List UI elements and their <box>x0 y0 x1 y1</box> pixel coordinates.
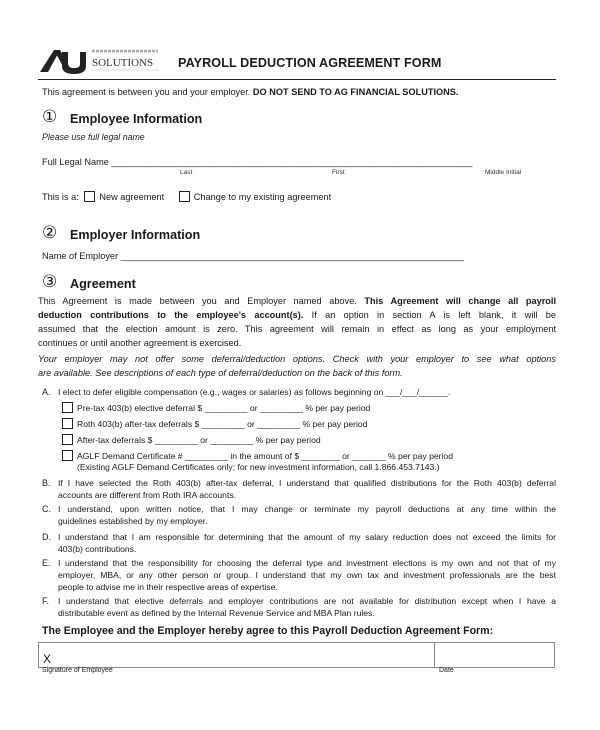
section-heading: Employer Information <box>70 228 201 242</box>
section-heading: Agreement <box>70 277 136 291</box>
clause-c-line: guidelines established by my employer. <box>58 516 208 526</box>
change-agreement-label: Change to my existing agreement <box>193 192 332 202</box>
clause-letter-f: F. <box>42 596 50 606</box>
full-legal-name-blank[interactable]: ___________________________________________________________________________ <box>111 157 473 167</box>
section-number-1: ① <box>42 107 58 126</box>
agreement-para-line: continues or until another agreement is exercised. <box>38 338 242 348</box>
agreement-para-line <box>38 310 556 320</box>
clause-d-line: 403(b) contributions. <box>58 544 137 554</box>
intro-text <box>42 87 458 97</box>
signature-label: Signature of Employee <box>42 667 113 674</box>
agreement-statement: The Employee and the Employer hereby agree to this Payroll Deduction Agreement Form: <box>42 625 494 637</box>
aglf-label: AGLF Demand Certificate # _________ in the amount of $ ________ or _______ % per pay period <box>77 451 453 461</box>
clause-f-line: I understand that elective deferrals and employer contributions are not available for distribution except when I have a <box>58 596 556 606</box>
clause-a-text: I elect to defer eligible compensation (e.g., wages or salaries) as follows beginning on ___/___/______. <box>58 387 451 397</box>
intro-plain: This agreement is between you and your employer. <box>42 87 253 97</box>
form-title: PAYROLL DEDUCTION AGREEMENT FORM <box>178 56 442 70</box>
clause-letter-c: C. <box>42 504 51 514</box>
company-logo <box>40 46 162 74</box>
section-employee-information <box>42 107 203 126</box>
change-agreement-checkbox[interactable] <box>179 191 190 202</box>
full-legal-name-label: Full Legal Name <box>42 157 109 167</box>
aftertax-checkbox[interactable] <box>62 434 73 445</box>
agreement-para-line: assumed that the election amount is zero. This agreement will remain in effect as long as your employment <box>38 324 556 334</box>
bold-text: This Agreement will change all payroll <box>364 296 556 306</box>
aglf-checkbox[interactable] <box>62 450 73 461</box>
clause-e-line: employer, MBA, or any other person or group. I understand that my own tax and investment professionals are the best <box>58 570 556 580</box>
aftertax-option[interactable] <box>62 434 321 445</box>
clause-e-line: people to advise me in their respective areas of expertise. <box>58 582 278 592</box>
clause-b-line: accounts are different from Roth IRA accounts. <box>58 490 237 500</box>
section-agreement <box>42 272 136 291</box>
employer-options-note: Your employer may not offer some deferral/deduction options. Check with your employer to see what options <box>38 354 556 364</box>
name-note: Please use full legal name <box>42 132 145 142</box>
employer-name-label: Name of Employer <box>42 251 119 261</box>
clause-letter-d: D. <box>42 532 51 542</box>
clause-letter-a: A. <box>42 387 51 397</box>
pretax-label: Pre-tax 403(b) elective deferral $ _________ or _________ % per pay period <box>77 403 371 413</box>
agreement-type-label: This is a: <box>42 192 79 202</box>
section-employer-information <box>42 223 201 242</box>
aftertax-label: After-tax deferrals $ _________ or _________ % per pay period <box>77 435 321 445</box>
clause-b-line: If I have selected the Roth 403(b) after-tax deferral, I understand that qualified distributions for the Roth 403(b) deferral <box>58 478 556 488</box>
intro-warning: DO NOT SEND TO AG FINANCIAL SOLUTIONS. <box>252 87 459 97</box>
pretax-checkbox[interactable] <box>62 402 73 413</box>
sublabel-last: Last <box>180 169 193 176</box>
clause-e-line: I understand that the responsibility for choosing the deferral type and investment elections is my own and not that of my <box>58 558 556 568</box>
employer-options-note: are available. See descriptions of each type of deferral/deduction on the back of this form. <box>38 368 403 378</box>
section-number-3: ③ <box>42 272 58 291</box>
header-divider <box>38 79 556 80</box>
roth-option[interactable] <box>62 418 367 429</box>
signature-field[interactable]: X <box>43 652 52 666</box>
new-agreement-checkbox[interactable] <box>84 191 95 202</box>
clause-c-line: I understand, upon written notice, that I may change or terminate my payroll deductions at any time within the <box>58 504 556 514</box>
pretax-option[interactable] <box>62 402 370 413</box>
section-heading: Employee Information <box>70 112 203 126</box>
aglf-option[interactable] <box>62 450 453 461</box>
clause-f-line: distributable event as defined by the Internal Revenue Service and MBA Plan rules. <box>58 608 375 618</box>
sublabel-middle-initial: Middle Initial <box>485 169 522 176</box>
full-legal-name-field[interactable] <box>42 157 472 167</box>
employer-name-blank[interactable]: ____________________________________________________________________________ <box>120 251 464 261</box>
clause-letter-e: E. <box>42 558 51 568</box>
date-label: Date <box>439 667 454 674</box>
bold-text: deduction contributions to the employee's account(s). <box>38 310 304 320</box>
text: If an option in section A is left blank, it will be <box>303 310 556 320</box>
section-number-2: ② <box>42 223 58 242</box>
clause-letter-b: B. <box>42 478 51 488</box>
signature-box <box>38 642 555 668</box>
aglf-note: (Existing AGLF Demand Certificates only; for new investment information, call 1.866.453.7143.) <box>77 462 440 472</box>
roth-checkbox[interactable] <box>62 418 73 429</box>
clause-d-line: I understand that I am responsible for determining that the amount of my salary reduction does not exceed the limits for <box>58 532 556 542</box>
employer-name-field[interactable] <box>42 251 463 261</box>
new-agreement-label: New agreement <box>99 192 165 202</box>
date-field[interactable] <box>435 643 554 667</box>
agreement-type-row <box>42 191 331 202</box>
text: This Agreement is made between you and Employer named above. <box>38 296 365 306</box>
roth-label: Roth 403(b) after-tax deferrals $ _________ or _________ % per pay period <box>77 419 368 429</box>
sublabel-first: First <box>332 169 345 176</box>
agreement-para-line <box>38 296 556 306</box>
svg-text:SOLUTIONS: SOLUTIONS <box>92 57 154 69</box>
